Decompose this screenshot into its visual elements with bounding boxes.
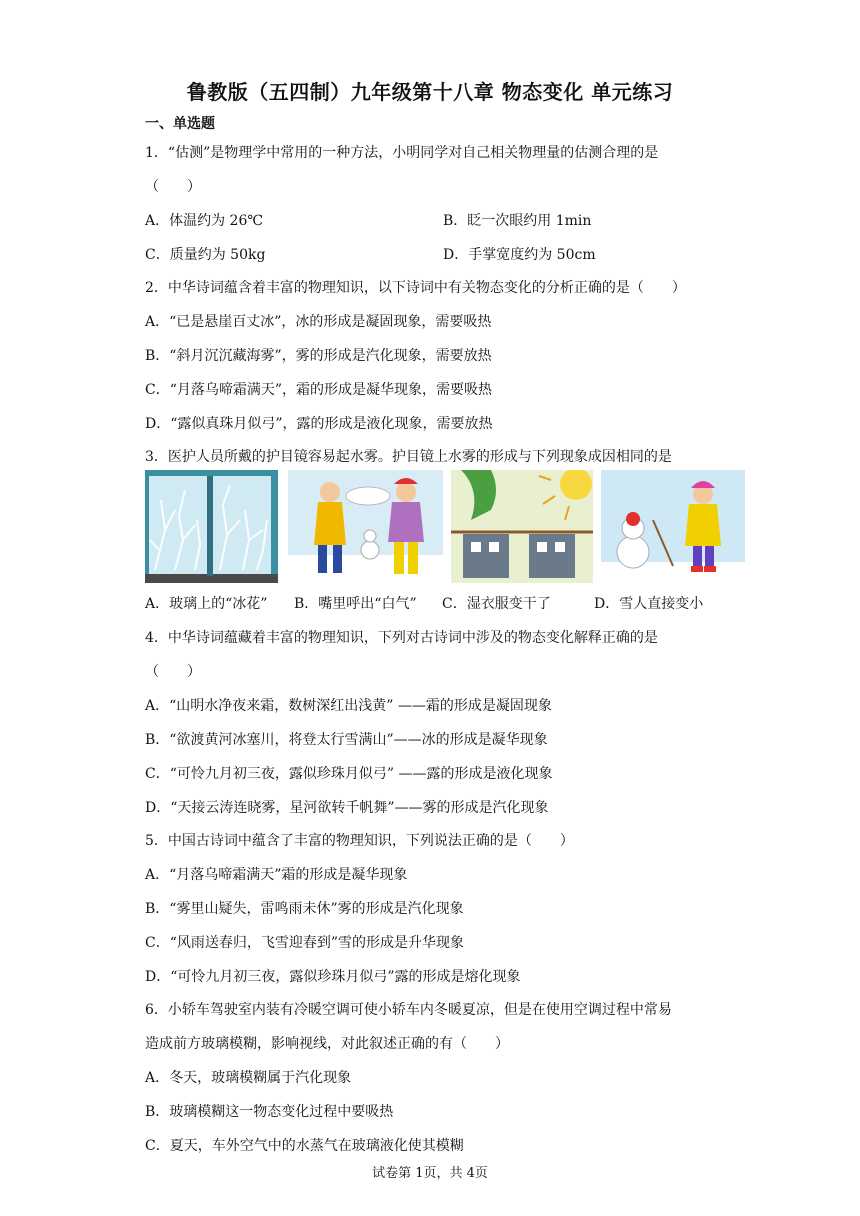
q2-option-a: A．“已是悬崖百丈冰”，冰的形成是凝固现象，需要吸热 bbox=[145, 314, 492, 330]
q3-option-d: D．雪人直接变小 bbox=[594, 596, 704, 612]
q3-stem: 3．医护人员所戴的护目镜容易起水雾。护目镜上水雾的形成与下列现象成因相同的是 bbox=[145, 449, 672, 465]
window-frost-image bbox=[145, 470, 278, 583]
q3-pictures bbox=[145, 470, 745, 583]
snowman-melting-image bbox=[601, 470, 745, 583]
section-heading: 一、单选题 bbox=[145, 116, 215, 132]
q2-option-d: D．“露似真珠月似弓”，露的形成是液化现象，需要放热 bbox=[145, 416, 493, 432]
q6-option-a: A．冬天，玻璃模糊属于汽化现象 bbox=[145, 1070, 352, 1086]
q5-option-c: C．“风雨送春归，飞雪迎春到”雪的形成是升华现象 bbox=[145, 935, 465, 951]
q1-paren: （ ） bbox=[145, 179, 201, 195]
q2-option-b: B．“斜月沉沉藏海雾”，雾的形成是汽化现象，需要放热 bbox=[145, 348, 492, 364]
q4-stem: 4．中华诗词蕴藏着丰富的物理知识，下列对古诗词中涉及的物态变化解释正确的是 bbox=[145, 630, 658, 646]
q4-option-d: D．“天接云涛连晓雾，星河欲转千帆舞”——雾的形成是汽化现象 bbox=[145, 800, 549, 816]
q6-option-b: B．玻璃模糊这一物态变化过程中要吸热 bbox=[145, 1104, 394, 1120]
q1-option-c: C．质量约为 50kg bbox=[145, 247, 266, 263]
q5-option-a: A．“月落乌啼霜满天”霜的形成是凝华现象 bbox=[145, 867, 408, 883]
q4-option-a: A．“山明水净夜来霜，数树深红出浅黄” ——霜的形成是凝固现象 bbox=[145, 698, 552, 714]
q5-option-d: D．“可怜九月初三夜，露似珍珠月似弓”露的形成是熔化现象 bbox=[145, 969, 521, 985]
q3-option-c: C．湿衣服变干了 bbox=[442, 596, 551, 612]
q6-stem-line2: 造成前方玻璃模糊，影响视线，对此叙述正确的有（ ） bbox=[145, 1036, 509, 1052]
q4-option-c: C．“可怜九月初三夜，露似珍珠月似弓” ——露的形成是液化现象 bbox=[145, 766, 553, 782]
page-footer: 试卷第 1页，共 4页 bbox=[372, 1166, 488, 1181]
q1-stem: 1．“估测”是物理学中常用的一种方法，小明同学对自己相关物理量的估测合理的是 bbox=[145, 145, 659, 161]
q6-option-c: C．夏天，车外空气中的水蒸气在玻璃液化使其模糊 bbox=[145, 1138, 464, 1154]
q5-stem: 5．中国古诗词中蕴含了丰富的物理知识，下列说法正确的是（ ） bbox=[145, 833, 574, 849]
q5-option-b: B．“雾里山疑失，雷鸣雨未休”雾的形成是汽化现象 bbox=[145, 901, 464, 917]
breath-white-air-image bbox=[288, 470, 443, 583]
q1-option-b: B．眨一次眼约用 1min bbox=[443, 213, 592, 229]
q4-paren: （ ） bbox=[145, 664, 201, 680]
q4-option-b: B．“欲渡黄河冰塞川，将登太行雪满山”——冰的形成是凝华现象 bbox=[145, 732, 548, 748]
q1-option-a: A．体温约为 26℃ bbox=[145, 213, 264, 229]
q2-stem: 2．中华诗词蕴含着丰富的物理知识，以下诗词中有关物态变化的分析正确的是（ ） bbox=[145, 280, 686, 296]
q3-option-a: A．玻璃上的“冰花” bbox=[145, 596, 268, 612]
drying-clothes-image bbox=[451, 470, 593, 583]
q6-stem-line1: 6．小轿车驾驶室内装有冷暖空调可使小轿车内冬暖夏凉，但是在使用空调过程中常易 bbox=[145, 1002, 672, 1018]
q2-option-c: C．“月落乌啼霜满天”，霜的形成是凝华现象，需要吸热 bbox=[145, 382, 493, 398]
q3-option-b: B．嘴里呼出“白气” bbox=[294, 596, 417, 612]
q1-option-d: D．手掌宽度约为 50cm bbox=[443, 247, 596, 263]
page-title: 鲁教版（五四制）九年级第十八章 物态变化 单元练习 bbox=[186, 80, 674, 104]
